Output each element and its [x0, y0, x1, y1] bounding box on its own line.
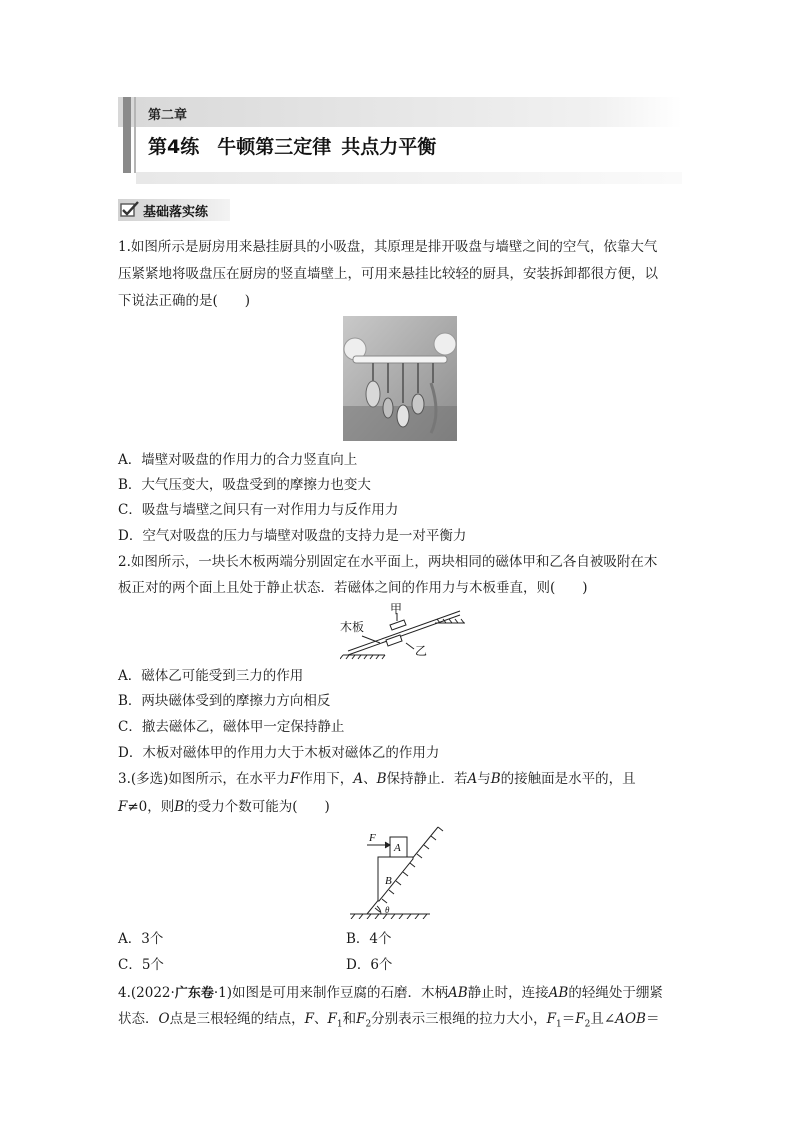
header-accent-line	[134, 97, 136, 173]
board-magnets-diagram	[340, 603, 465, 660]
q2-stem-line-2: 板正对的两个面上且处于静止状态．若磁体之间的作用力与木板垂直，则( )	[118, 580, 588, 596]
q3-text: 的受力个数可能为( )	[184, 799, 330, 815]
label-b: B	[385, 875, 392, 887]
q4-text: 、	[313, 1011, 328, 1027]
section-label	[118, 199, 230, 221]
q3-option-a: A．3个	[118, 931, 164, 947]
var-f: F	[304, 1011, 314, 1027]
q3-tag: (多选)	[130, 771, 169, 787]
subscript: 1	[556, 1019, 562, 1030]
checkbox-icon	[120, 201, 140, 218]
q3-option-c: C．5个	[118, 957, 164, 973]
var-a: A	[467, 771, 478, 787]
label-a: A	[394, 842, 401, 854]
label-board: 木板	[340, 620, 365, 634]
q3-text: 保持静止．若	[386, 771, 468, 787]
var-f1: F	[327, 1011, 337, 1027]
q2-option-c: C．撤去磁体乙，磁体甲一定保持静止	[118, 719, 345, 735]
q1-option-a: A．墙壁对吸盘的作用力的合力竖直向上	[118, 452, 358, 468]
page-title	[148, 132, 436, 159]
title-topic-1: 牛顿第三定律	[217, 136, 332, 158]
q3-text: ≠0，则	[127, 799, 175, 815]
header-rule	[136, 172, 682, 184]
subscript: 2	[365, 1019, 372, 1030]
header-accent-bar	[123, 97, 131, 173]
title-lesson: 第4练	[148, 136, 200, 158]
label-jia: 甲	[390, 603, 403, 616]
q3-stem-line-2	[118, 794, 330, 821]
q4-source: (2022·	[130, 985, 175, 1001]
incline-blocks-diagram	[345, 822, 460, 919]
q1-option-d: D．空气对吸盘的压力与墙壁对吸盘的支持力是一对平衡力	[118, 528, 467, 544]
q3-text: 如图所示，在水平力	[168, 771, 290, 787]
var-f: F	[289, 771, 300, 787]
var-ab: AB	[447, 985, 468, 1001]
section-title: 基础落实练	[143, 205, 209, 220]
var-f: F	[118, 799, 128, 815]
q4-number: 4.	[118, 985, 131, 1001]
chapter-header	[118, 97, 682, 189]
header-band	[118, 97, 682, 127]
var-ab: AB	[548, 985, 569, 1001]
var-b: B	[376, 771, 387, 787]
q4-text: 静止时，连接	[467, 985, 549, 1001]
q3-text: 作用下，	[299, 771, 354, 787]
q4-text: 且∠	[590, 1011, 616, 1027]
title-topic-2: 共点力平衡	[341, 136, 437, 158]
q4-text: 点是三根轻绳的结点，	[169, 1011, 305, 1027]
var-f1: F	[546, 1011, 557, 1027]
var-b: B	[174, 799, 185, 815]
var-o: O	[158, 1011, 170, 1027]
q4-text: 如图是可用来制作豆腐的石磨．木柄	[231, 985, 448, 1001]
label-yi: 乙	[415, 644, 428, 658]
chapter-label: 第二章	[148, 108, 188, 123]
q3-text: 的接触面是水平的，且	[500, 771, 636, 787]
q1-stem-line-3: 下说法正确的是( )	[118, 293, 251, 309]
q4-text: 的轻绳处于绷紧	[568, 985, 663, 1001]
subscript: 2	[584, 1019, 591, 1030]
var-f2: F	[356, 1011, 366, 1027]
q2-option-b: B．两块磁体受到的摩擦力方向相反	[118, 693, 331, 709]
q1-stem-line-2: 压紧紧地将吸盘压在厨房的竖直墙壁上，可用来悬挂比较轻的厨具，安装拆卸都很方便，以	[118, 266, 658, 282]
q4-stem-line-1	[118, 980, 663, 1007]
q3-stem-line-1	[118, 766, 636, 793]
q4-source-name: 广东卷	[174, 986, 214, 1001]
q1-stem-line-1: 1.如图所示是厨房用来悬挂厨具的小吸盘，其原理是排开吸盘与墙壁之间的空气，依靠大气	[118, 239, 658, 255]
q4-text: ＝	[645, 1011, 660, 1027]
subscript: 1	[336, 1019, 343, 1030]
q3-number: 3.	[118, 771, 131, 787]
var-a: A	[353, 771, 364, 787]
q3-option-d: D．6个	[346, 957, 393, 973]
q2-option-a: A．磁体乙可能受到三力的作用	[118, 668, 304, 684]
var-b: B	[490, 771, 501, 787]
q3-text: 与	[477, 771, 491, 787]
q4-text: 分别表示三根绳的拉力大小，	[371, 1011, 547, 1027]
q3-option-b: B．4个	[346, 931, 392, 947]
q2-stem-line-1: 2.如图所示，一块长木板两端分别固定在水平面上，两块相同的磁体甲和乙各自被吸附在木	[118, 554, 658, 570]
var-aob: AOB	[615, 1011, 646, 1027]
q4-text: 和	[342, 1011, 357, 1027]
var-f2: F	[575, 1011, 585, 1027]
q2-option-d: D．木板对磁体甲的作用力大于木板对磁体乙的作用力	[118, 745, 440, 761]
label-f: F	[369, 832, 376, 844]
q4-text: 状态．	[118, 1011, 159, 1027]
q4-source: ·1)	[213, 985, 232, 1001]
q4-text: ＝	[561, 1011, 576, 1027]
label-theta: θ	[385, 905, 390, 915]
q3-text: 、	[363, 771, 377, 787]
q4-stem-line-2	[118, 1006, 659, 1039]
q1-option-c: C．吸盘与墙壁之间只有一对作用力与反作用力	[118, 502, 399, 518]
suction-hook-photo	[343, 316, 457, 441]
q1-option-b: B．大气压变大，吸盘受到的摩擦力也变大	[118, 477, 371, 493]
